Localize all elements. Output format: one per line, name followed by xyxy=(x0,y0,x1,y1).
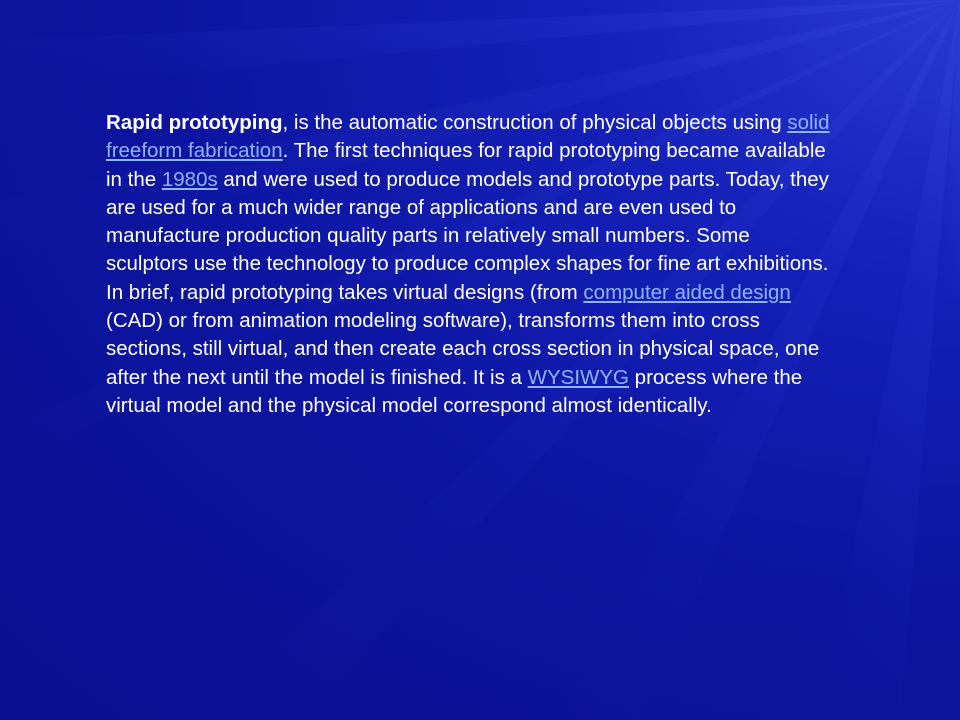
link-1980s[interactable]: 1980s xyxy=(161,167,218,191)
paragraph-1 xyxy=(106,109,836,279)
link-computer-aided-design[interactable]: computer aided design xyxy=(583,280,791,304)
paragraph-1-text-3: and were used to produce models and prototype parts. Today, they are used for a much wider range of applications and are even used to manufacture production quality parts in relatively small numbers. Some sculptors use the technology to produce complex shapes for fine art exhibitions. xyxy=(106,167,829,276)
paragraph-1-text-2: . The first techniques for rapid prototyping became available in the xyxy=(106,139,826,191)
slide-text xyxy=(106,109,836,420)
paragraph-1-text-1: , is the automatic construction of physical objects using xyxy=(282,111,788,134)
term-rapid-prototyping: Rapid prototyping xyxy=(106,111,283,134)
paragraph-2 xyxy=(106,279,836,420)
paragraph-2-text-1: In brief, rapid prototyping takes virtual designs (from xyxy=(106,280,584,304)
link-wysiwyg[interactable]: WYSIWYG xyxy=(527,365,629,389)
paragraph-2-text-2: (CAD) or from animation modeling software), transforms them into cross sections, still virtual, and then create each cross section in physical space, one after the next until the model is finished. It is a xyxy=(106,309,820,389)
link-solid-freeform-fabrication[interactable]: solid freeform fabrication xyxy=(106,111,830,163)
paragraph-2-text-3: process where the virtual model and the physical model correspond almost identically. xyxy=(106,365,803,417)
